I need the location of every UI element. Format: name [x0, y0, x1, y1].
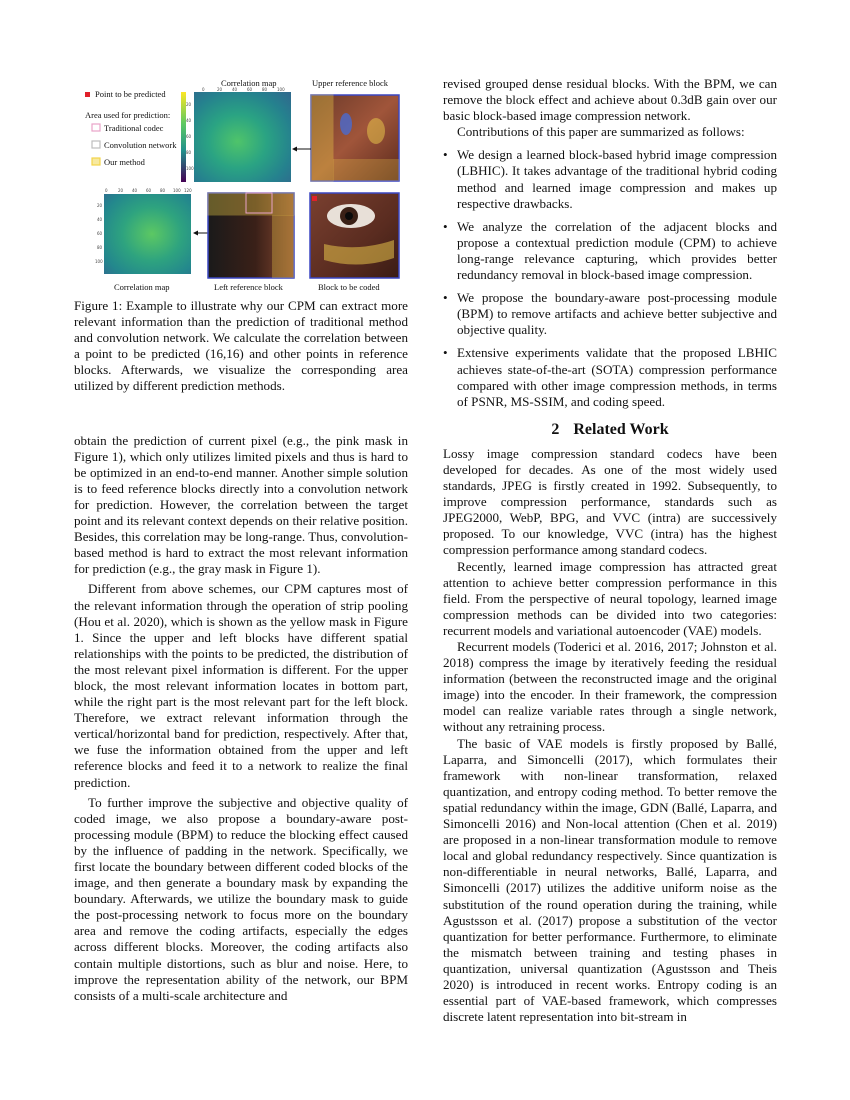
top-correlation-map: [194, 92, 291, 182]
left-band-mask: [208, 193, 294, 215]
arrow-icon: [292, 147, 297, 152]
svg-text:40: 40: [232, 87, 238, 92]
legend-area-title: Area used for prediction:: [85, 110, 171, 120]
right-column: [443, 76, 777, 1025]
svg-text:0: 0: [105, 188, 108, 193]
arrow-icon: [193, 231, 198, 236]
section-heading: [443, 422, 777, 438]
traditional-codec-swatch-icon: [92, 124, 100, 131]
svg-text:80: 80: [186, 150, 192, 155]
svg-text:40: 40: [186, 118, 192, 123]
bottom-correlation-map: [104, 194, 191, 274]
paragraph: Recently, learned image compression has attracted great attention to achieve better compression performance in this field. From the perspective of neural topology, learned image compression methods can be divided into two categories: recurrent models and variational autoencoder (VAE) models.: [443, 558, 777, 638]
paragraph: Lossy image compression standard codecs have been developed for decades. As one of the most widely used standards, JPEG is firstly created in 1992. Subsequently, to improve compression performance, standards such as JPEG2000, WebP, BPG, and VVC (intra) are successively proposed. To our knowledge, VVC (intra) has the highest compression performance among standard codecs.: [443, 445, 777, 558]
bullet-icon: •: [443, 345, 448, 361]
svg-text:80: 80: [97, 245, 103, 250]
convolution-network-swatch-icon: [92, 141, 100, 148]
paragraph: Contributions of this paper are summarized as follows:: [457, 124, 745, 140]
svg-text:100: 100: [186, 166, 194, 171]
section-title: Related Work: [573, 420, 669, 438]
bottom-label-left-reference: Left reference block: [214, 282, 283, 292]
list-item: • We analyze the correlation of the adjacent blocks and propose a contextual prediction module (CPM) to achieve long-range relevance capturing, which provides better redundancy removal in block-based image compression.: [443, 218, 777, 283]
bullet-icon: •: [443, 147, 448, 163]
our-method-swatch-icon: [92, 158, 100, 165]
legend-item-ours: Our method: [104, 157, 145, 167]
figure-legend: [85, 89, 177, 167]
paragraph: The basic of VAE models is firstly proposed by Ballé, Laparra, and Simoncelli (2017), which formulates their framework with non-linear transformation, relaxed quantization, and entropy coding method. To better remove the spatial redundancy within the image, GDN (Ballé, Laparra, and Simoncelli 2016) and Non-local attention (Chen et al. 2019) are proposed in a non-linear transformation module to remove local and global redundancy respectively. Since quantization is non-differentiable in neural networks, Ballé, Laparra, and Simoncelli (2017) utilizes the additive uniform noise as the substitution of the round operation during the training, while Agustsson et al. (2017) propose a substitution of the vector quantization for better performance. Furthermore, to eliminate the mismatch between training and testing phases in quantization, universal quantization (Agustsson and Theis 2020) is introduced in recent works. Entropy coding is an essential part of VAE-based framework, which compresses discrete latent representation into bit-stream in: [443, 735, 777, 1025]
svg-text:120: 120: [184, 188, 192, 193]
top-photo-title: Upper reference block: [312, 78, 388, 88]
paragraph: obtain the prediction of current pixel (e.g., the pink mask in Figure 1), which only utilizes limited pixels and thus is hard to be optimized in an end-to-end manner. Another simple solution is to feed reference blocks directly into a convolution network for prediction. However, the correlation between the target point and its relevant context depends on their relative position. Besides, this correlation may be long-range. Thus, convolution-based method is hard to extract the most relevant information for prediction (e.g., the gray mask in Figure 1).: [74, 432, 408, 577]
paragraph: Recurrent models (Toderici et al. 2016, 2017; Johnston et al. 2018) compress the image by iteratively feeding the residual information (between the reconstructed image and the original image) into the encoder. In their framework, the compression model can realize variable rates through a single network, without any retraining process.: [443, 639, 777, 735]
upper-band-mask: [311, 95, 333, 181]
legend-item-convolution: Convolution network: [104, 140, 177, 150]
svg-text:20: 20: [97, 203, 103, 208]
svg-text:80: 80: [160, 188, 166, 193]
svg-text:60: 60: [97, 231, 103, 236]
legend-item-traditional: Traditional codec: [104, 123, 164, 133]
bullet-icon: •: [443, 218, 448, 234]
svg-text:60: 60: [186, 134, 192, 139]
list-item: • We design a learned block-based hybrid image compression (LBHIC). It takes advantage of the traditional hybrid coding method and learned image compression and makes up respective drawbacks.: [443, 147, 777, 211]
section-number: 2: [551, 420, 560, 438]
bottom-label-correlation-map: Correlation map: [114, 282, 170, 292]
svg-text:100: 100: [173, 188, 181, 193]
svg-text:100: 100: [277, 87, 285, 92]
svg-text:20: 20: [186, 102, 192, 107]
svg-text:40: 40: [97, 217, 103, 222]
svg-text:80: 80: [262, 87, 268, 92]
list-item: • We propose the boundary-aware post-processing module (BPM) to remove artifacts and achieve better subjective and objective quality.: [443, 290, 777, 338]
paragraph: To further improve the subjective and objective quality of coded image, we also propose a boundary-aware post-processing module (BPM) to reduce the blocking effect caused by the influence of padding in the network. Specifically, we first locate the boundary between different coded blocks of the image, and then generate a boundary mask by expanding the boundary. Afterwards, we utilize the boundary mask to guide the post-processing network to focus more on the boundary area and remove the coding artifacts, especially the edges across different blocks. Moreover, the coding artifacts also contain multiple distortions, such as blur and noise. Here, to improve the representation ability of the network, our BPM consists of a multi-scale architecture and: [74, 794, 408, 1003]
point-to-be-predicted-marker: [312, 196, 317, 201]
paragraph: revised grouped dense residual blocks. With the BPM, we can remove the block effect and achieve about 0.3dB gain over our basic block-based image compression network.: [443, 76, 777, 124]
svg-text:20: 20: [217, 87, 223, 92]
bottom-label-block-coded: Block to be coded: [318, 282, 380, 292]
figure-caption: Figure 1: Example to illustrate why our CPM can extract more relevant information than the prediction of traditional method and convolution network. We calculate the correlation between a point to be predicted (16,16) and other points in reference blocks. Afterwards, we visualize the corresponding area utilized by different prediction methods.: [74, 298, 408, 394]
top-map-title: Correlation map: [221, 78, 277, 88]
figure-1: [74, 76, 408, 298]
svg-text:40: 40: [132, 188, 138, 193]
figure-1-graphic: [74, 76, 408, 298]
svg-text:20: 20: [118, 188, 124, 193]
contributions-list: [443, 147, 777, 409]
svg-text:100: 100: [95, 259, 103, 264]
legend-point-label: Point to be predicted: [95, 89, 166, 99]
left-column: [74, 76, 408, 1004]
svg-text:60: 60: [146, 188, 152, 193]
svg-text:0: 0: [202, 87, 205, 92]
svg-text:60: 60: [247, 87, 253, 92]
list-item: • Extensive experiments validate that the proposed LBHIC achieves state-of-the-art (SOTA) compression performance compared with other image compression methods, in terms of PSNR, MS-SSIM, and coding speed.: [443, 345, 777, 409]
bullet-icon: •: [443, 290, 448, 306]
point-marker-icon: [85, 92, 90, 97]
paragraph: Different from above schemes, our CPM captures most of the relevant information through the operation of strip pooling (Hou et al. 2020), which is shown as the yellow mask in Figure 1. Since the upper and left blocks have different spatial relationships with the points to be predicted, the distribution of the most relevant pixel information is different. For the upper block, the most relevant information locates in bottom part, while the right part is the most relevant part for the left block. Therefore, we extract relevant information through the vertical/horizontal band for prediction, respectively. After that, we fuse the information obtained from the upper and left reference blocks and feed it to a network to realize the final prediction.: [74, 581, 408, 790]
